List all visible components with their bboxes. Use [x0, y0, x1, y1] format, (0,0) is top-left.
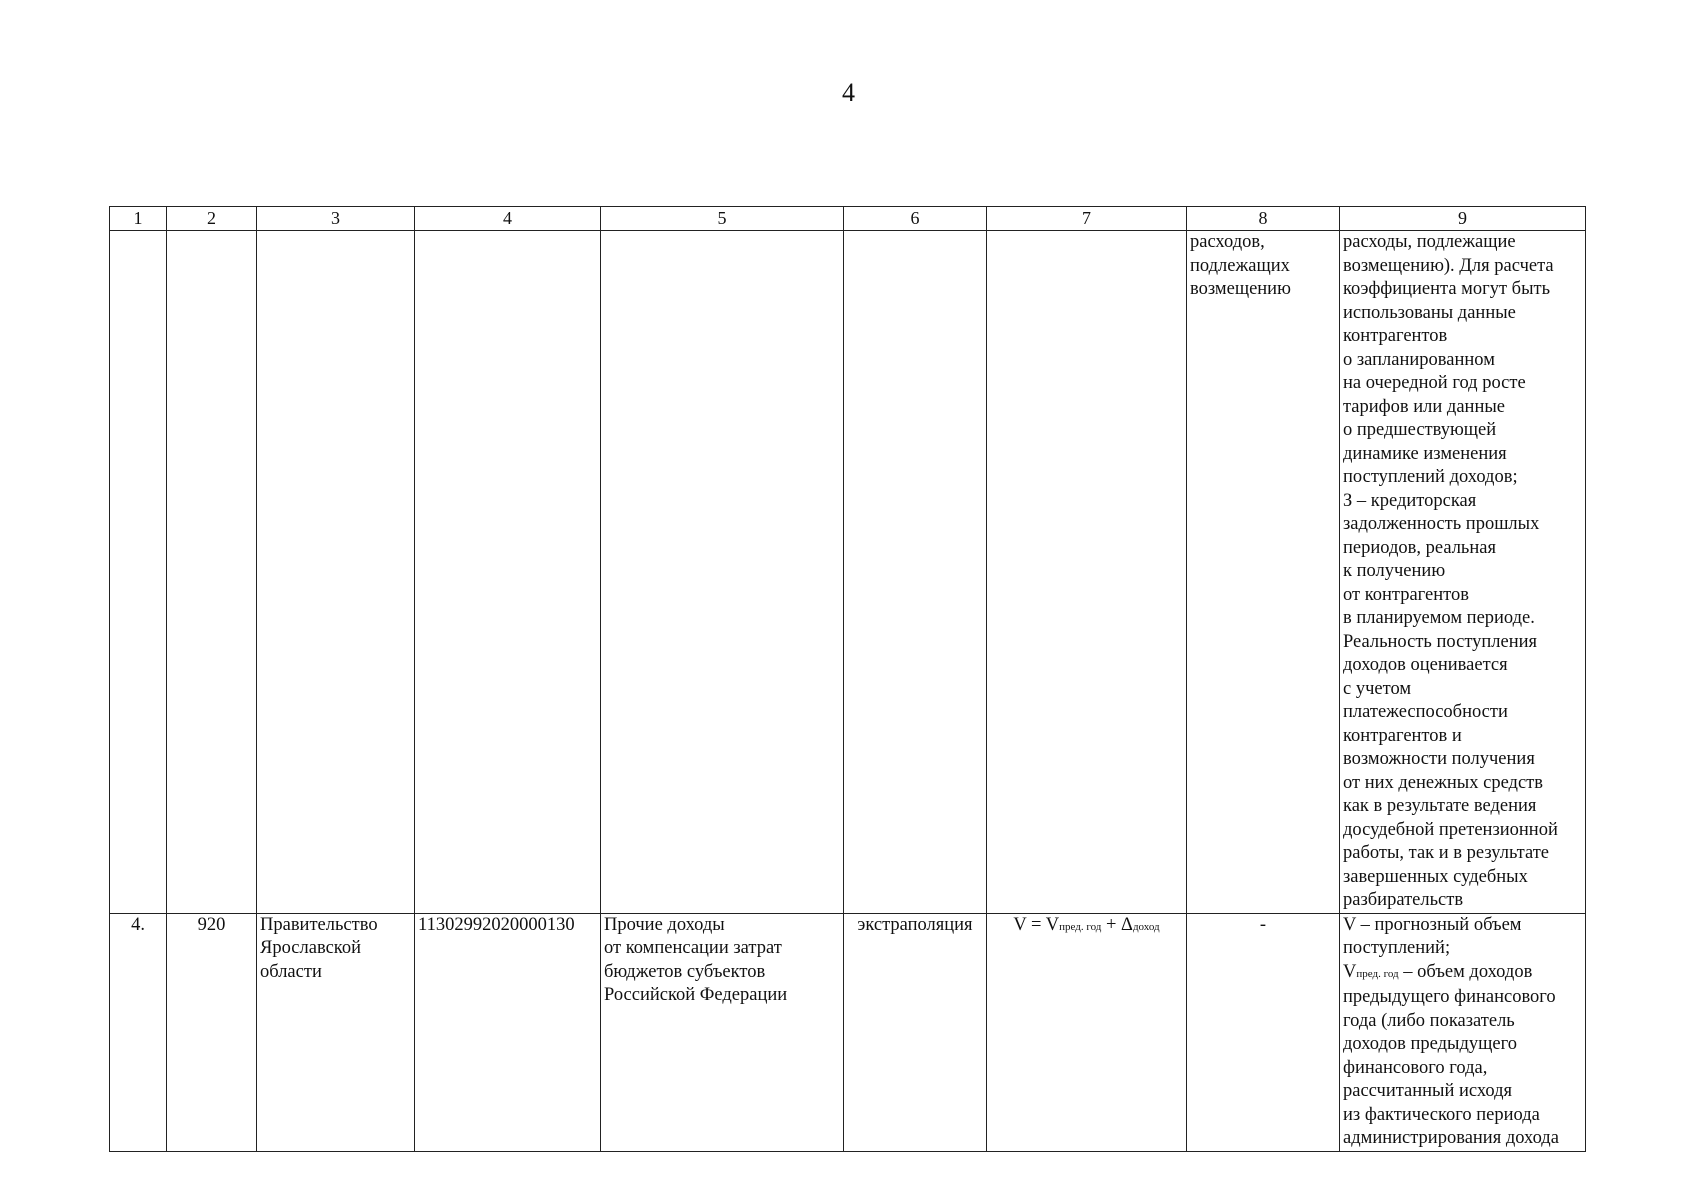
- text-line: Прочие доходы: [604, 914, 725, 935]
- column-header-2: 2: [167, 207, 257, 231]
- column-number-header-row: [110, 207, 1586, 231]
- administrator-code: 920: [167, 913, 257, 1151]
- text-line: области: [260, 961, 322, 982]
- text-line: [1343, 961, 1582, 987]
- text-line: контрагентов: [1343, 326, 1448, 346]
- text-line: платежеспособности: [1343, 702, 1508, 722]
- text-line: Правительство: [260, 914, 378, 935]
- continuation-cell-9: [1340, 231, 1586, 914]
- formula-subscript-prev-year: пред. год: [1059, 920, 1102, 933]
- continuation-cell-7: [987, 231, 1187, 914]
- text-line: разбирательств: [1343, 890, 1464, 910]
- continuation-cell-4: [415, 231, 601, 914]
- continuation-cell-2: [167, 231, 257, 914]
- continuation-cell-5: [601, 231, 844, 914]
- continuation-cell-8: [1187, 231, 1340, 914]
- formula-operator: + Δ: [1101, 914, 1133, 935]
- indicator-description: [1340, 913, 1586, 1151]
- formula-lhs: V = V: [1013, 914, 1060, 935]
- text-line: финансового года,: [1343, 1057, 1488, 1078]
- row-number: 4.: [110, 913, 167, 1151]
- column-header-9: 9: [1340, 207, 1586, 231]
- text-line: расходы, подлежащие: [1343, 232, 1516, 252]
- text-line: поступлений;: [1343, 938, 1451, 958]
- continuation-cell-3: [257, 231, 415, 914]
- text-line: доходов оценивается: [1343, 655, 1508, 675]
- column-header-7: 7: [987, 207, 1187, 231]
- text-line: администрирования дохода: [1343, 1128, 1559, 1148]
- text-line: контрагентов и: [1343, 725, 1462, 746]
- v-symbol: V: [1343, 961, 1357, 982]
- text-line: периодов, реальная: [1343, 537, 1496, 558]
- text-line: подлежащих: [1190, 255, 1290, 276]
- text-line: З – кредиторская: [1343, 490, 1477, 511]
- income-name: [601, 913, 844, 1151]
- text-line: года (либо показатель: [1343, 1010, 1515, 1031]
- text-line: предыдущего финансового: [1343, 987, 1556, 1007]
- column-header-1: 1: [110, 207, 167, 231]
- text-line: на очередной год росте: [1343, 373, 1526, 393]
- text-line: как в результате ведения: [1343, 796, 1537, 816]
- column-header-4: 4: [415, 207, 601, 231]
- text-line: от них денежных средств: [1343, 772, 1543, 793]
- text-line: о запланированном: [1343, 349, 1495, 370]
- text-line: возмещению). Для расчета: [1343, 255, 1554, 276]
- column-header-5: 5: [601, 207, 844, 231]
- text-line: завершенных судебных: [1343, 866, 1528, 887]
- text-line: досудебной претензионной: [1343, 819, 1558, 840]
- income-forecast-table: [109, 206, 1586, 1152]
- column-header-3: 3: [257, 207, 415, 231]
- text-line: от контрагентов: [1343, 584, 1469, 605]
- forecast-method: экстраполяция: [844, 913, 987, 1151]
- text-line: бюджетов субъектов: [604, 961, 766, 982]
- budget-classification-code: 11302992020000130: [415, 913, 601, 1151]
- text-line: с учетом: [1343, 678, 1412, 699]
- continuation-cell-6: [844, 231, 987, 914]
- page-number: 4: [842, 78, 855, 107]
- text-line: доходов предыдущего: [1343, 1034, 1517, 1054]
- text-line: коэффициента могут быть: [1343, 279, 1551, 299]
- column-header-8: 8: [1187, 207, 1340, 231]
- administrator-name: [257, 913, 415, 1151]
- forecast-formula: [987, 913, 1187, 1151]
- text-line: от компенсации затрат: [604, 938, 782, 958]
- text-line: Реальность поступления: [1343, 631, 1538, 652]
- text-line: возможности получения: [1343, 749, 1535, 769]
- text-line: работы, так и в результате: [1343, 843, 1550, 863]
- text-line: в планируемом периоде.: [1343, 608, 1535, 628]
- text-line: рассчитанный исходя: [1343, 1081, 1513, 1101]
- text-line: V – прогнозный объем: [1343, 914, 1522, 935]
- text-line: к получению: [1343, 561, 1446, 581]
- text-line: о предшествующей: [1343, 420, 1497, 440]
- text-line: расходов,: [1190, 232, 1265, 252]
- continuation-row: [110, 231, 1586, 914]
- column-header-6: 6: [844, 207, 987, 231]
- v-definition: – объем доходов: [1398, 961, 1533, 982]
- text-line: динамике изменения: [1343, 443, 1507, 464]
- text-line: использованы данные: [1343, 302, 1516, 323]
- text-line: поступлений доходов;: [1343, 467, 1518, 487]
- table-row-4: [110, 913, 1586, 1151]
- text-line: Российской Федерации: [604, 985, 788, 1005]
- text-line: возмещению: [1190, 279, 1291, 299]
- text-line: задолженность прошлых: [1343, 514, 1540, 534]
- text-line: Ярославской: [260, 938, 361, 958]
- v-subscript: пред. год: [1356, 967, 1399, 980]
- continuation-cell-1: [110, 231, 167, 914]
- text-line: тарифов или данные: [1343, 396, 1505, 417]
- text-line: из фактического периода: [1343, 1104, 1540, 1125]
- formula-subscript-income: доход: [1132, 920, 1160, 933]
- formula-indicators: -: [1187, 913, 1340, 1151]
